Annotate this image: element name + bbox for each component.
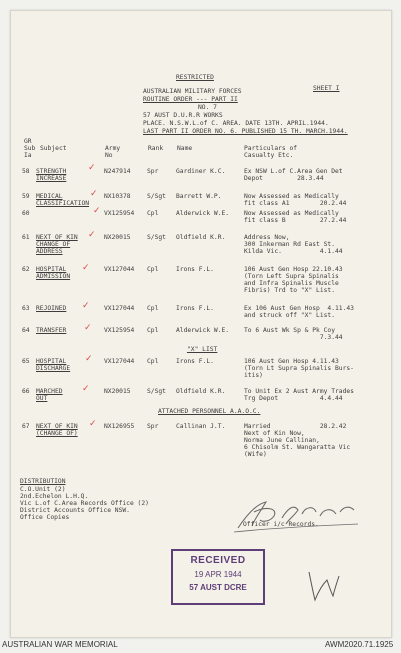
row-subject: STRENGTH INCREASE xyxy=(36,168,67,182)
row-army-no: VX127044 xyxy=(104,358,135,365)
row-name: Oldfield K.R. xyxy=(176,234,226,241)
row-number: 64 xyxy=(22,327,30,334)
row-army-no: NX20015 xyxy=(104,388,131,395)
column-sub: GR Sub Ia xyxy=(24,138,36,159)
row-particulars: 106 Aust Gen Hosp 4.11.43 (Torn Lt Supra Spinalis Burs- itis) xyxy=(244,358,354,379)
order-number: NO. 7 xyxy=(198,104,217,111)
check-mark-icon: ✓ xyxy=(84,323,92,333)
row-rank: Cpl xyxy=(147,327,159,334)
row-rank: S/Sgt xyxy=(147,234,166,241)
row-rank: Cpl xyxy=(147,358,159,365)
stamp-unit: 57 AUST DCRE xyxy=(189,583,247,592)
row-subject: NEXT OF KIN (CHANGE OF) xyxy=(36,423,78,437)
check-mark-icon: ✓ xyxy=(93,206,101,216)
officer-title: Officer i/c Records. xyxy=(243,521,319,528)
row-army-no: NX10378 xyxy=(104,193,131,200)
row-subject: MARCHED OUT xyxy=(36,388,63,402)
row-number: 67 xyxy=(22,423,30,430)
row-rank: Cpl xyxy=(147,210,159,217)
footer-source: AUSTRALIAN WAR MEMORIAL xyxy=(2,640,118,649)
row-number: 63 xyxy=(22,305,30,312)
attached-personnel-heading: ATTACHED PERSONNEL A.A.O.C. xyxy=(158,408,261,415)
row-name: Irons F.L. xyxy=(176,305,214,312)
row-subject: REJOINED xyxy=(36,305,67,312)
check-mark-icon: ✓ xyxy=(88,163,96,173)
row-number: 59 xyxy=(22,193,30,200)
row-particulars: Ex NSW L.of C.Area Gen Det Depot 28.3.44 xyxy=(244,168,343,182)
distribution-list: C.O.Unit (2) 2nd.Echelon L.H.Q. Vic L.of C.Area Records Office (2) District Accounts Office NSW. Office Copies xyxy=(20,486,149,521)
row-number: 58 xyxy=(22,168,30,175)
last-order-line: LAST PART II ORDER NO. 6. PUBLISHED 15 TH. MARCH.1944. xyxy=(143,128,348,135)
row-army-no: VX125954 xyxy=(104,210,135,217)
x-list-heading: "X" LIST xyxy=(187,346,218,353)
row-name: Alderwick W.E. xyxy=(176,210,230,217)
row-rank: S/Sgt xyxy=(147,388,166,395)
row-subject: HOSPITAL DISCHARGE xyxy=(36,358,71,372)
column-army-no: Army No xyxy=(105,145,121,159)
row-particulars: Now Assessed as Medically fit class B 27.2.44 xyxy=(244,210,347,224)
check-mark-icon: ✓ xyxy=(82,384,90,394)
sheet-number: SHEET I xyxy=(313,85,340,92)
row-particulars: Ex 106 Aust Gen Hosp 4.11.43 and struck off "X" List. xyxy=(244,305,354,319)
row-army-no: VX127044 xyxy=(104,266,135,273)
received-stamp xyxy=(171,549,265,605)
stamp-received: RECEIVED xyxy=(190,555,246,566)
check-mark-icon: ✓ xyxy=(85,354,93,364)
restricted-label: RESTRICTED xyxy=(176,74,214,81)
row-name: Irons F.L. xyxy=(176,358,214,365)
check-mark-icon: ✓ xyxy=(88,230,96,240)
distribution-heading: DISTRIBUTION xyxy=(20,478,66,485)
footer-accession: AWM2020.71.1925 xyxy=(325,640,394,649)
stamp-date: 19 APR 1944 xyxy=(194,570,242,579)
row-rank: S/Sgt xyxy=(147,193,166,200)
column-subject: Subject xyxy=(40,145,67,152)
handwritten-initials xyxy=(303,566,343,606)
row-army-no: N247914 xyxy=(104,168,131,175)
row-name: Irons F.L. xyxy=(176,266,214,273)
row-subject: HOSPITAL ADMISSION xyxy=(36,266,71,280)
handwritten-signature xyxy=(232,494,362,534)
column-rank: Rank xyxy=(148,145,164,152)
works-title: 57 AUST D.U.R.R WORKS xyxy=(143,112,223,119)
column-particulars: Particulars of Casualty Etc. xyxy=(244,145,298,159)
row-number: 66 xyxy=(22,388,30,395)
row-army-no: VX125954 xyxy=(104,327,135,334)
row-name: Callinan J.T. xyxy=(176,423,226,430)
row-subject: MEDICAL CLASSIFICATION xyxy=(36,193,90,207)
row-particulars: Address Now, 300 Inkerman Rd East St. Kilda Vic. 4.1.44 xyxy=(244,234,343,255)
row-name: Oldfield K.R. xyxy=(176,388,226,395)
check-mark-icon: ✓ xyxy=(89,419,97,429)
row-rank: Cpl xyxy=(147,266,159,273)
row-name: Alderwick W.E. xyxy=(176,327,230,334)
row-army-no: VX127044 xyxy=(104,305,135,312)
check-mark-icon: ✓ xyxy=(82,301,90,311)
row-name: Barrett W.P. xyxy=(176,193,222,200)
order-title: ROUTINE ORDER --- PART II xyxy=(143,96,238,103)
row-rank: Cpl xyxy=(147,305,159,312)
row-army-no: NX20015 xyxy=(104,234,131,241)
row-rank: Spr xyxy=(147,423,159,430)
row-subject: TRANSFER xyxy=(36,327,67,334)
row-army-no: NX126955 xyxy=(104,423,135,430)
row-particulars: To 6 Aust Wk Sp & Pk Coy 7.3.44 xyxy=(244,327,343,341)
place-date-line: PLACE. N.S.W.L.of C. AREA. DATE 13TH. APRIL.1944. xyxy=(143,120,329,127)
row-number: 60 xyxy=(22,210,30,217)
row-name: Gardiner K.C. xyxy=(176,168,226,175)
row-number: 62 xyxy=(22,266,30,273)
row-particulars: To Unit Ex 2 Aust Army Trades Trg Depot 4.4.44 xyxy=(244,388,354,402)
row-number: 65 xyxy=(22,358,30,365)
unit-title: AUSTRALIAN MILITARY FORCES xyxy=(143,88,242,95)
column-name: Name xyxy=(177,145,193,152)
row-particulars: Now Assessed as Medically fit class A1 20.2.44 xyxy=(244,193,347,207)
check-mark-icon: ✓ xyxy=(82,263,90,273)
check-mark-icon: ✓ xyxy=(90,189,98,199)
row-number: 61 xyxy=(22,234,30,241)
row-particulars: 106 Aust Gen Hosp 22.10.43 (Torn Left Supra Spinalis and Infra Spinalis Muscle Fibris) Trd to "X" List. xyxy=(244,266,343,294)
row-rank: Spr xyxy=(147,168,159,175)
row-subject: NEXT OF KIN CHANGE OF ADDRESS xyxy=(36,234,78,255)
row-particulars: Married 28.2.42 Next of Kin Now, Norma June Callinan, 6 Chisolm St. Wangaratta Vic (Wife) xyxy=(244,423,351,458)
